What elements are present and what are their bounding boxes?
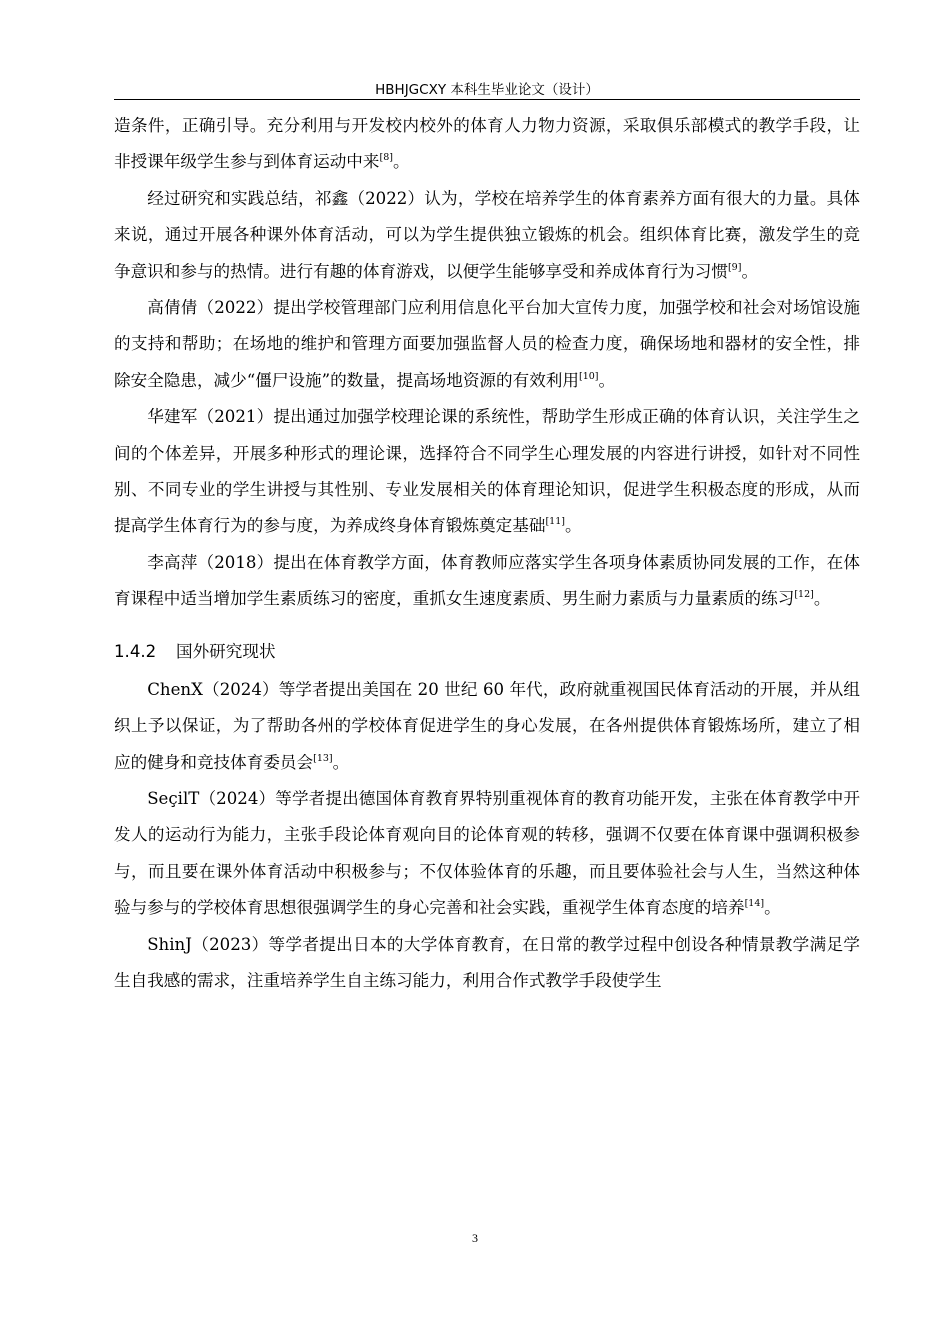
citation-ref: [13] [313,752,333,764]
page-header: HBHJGCXY 本科生毕业论文（设计） [375,82,599,98]
citation-ref: [8] [379,152,393,164]
citation-ref: [12] [794,589,814,601]
paragraph-end: 。 [741,261,759,281]
paragraph-group-domestic [114,108,860,618]
citation-ref: [14] [744,898,765,910]
paragraph-end: 。 [392,152,410,172]
paragraph-text: ChenX（2024）等学者提出美国在 20 世纪 60 年代，政府就重视国民体育活动的开展，并从组织上予以保证，为了帮助各州的学校体育促进学生的身心发展，在各州提供体育锻炼场所，建立了相应的健身和竞技体育委员会 [114,679,860,772]
paragraph [114,672,860,781]
paragraph-text: 经过研究和实践总结，祁鑫（2022）认为，学校在培养学生的体育素养方面有很大的力量。具体来说，通过开展各种课外体育活动，可以为学生提供独立锻炼的机会。组织体育比赛，激发学生的竞争意识和参与的热情。进行有趣的体育游戏，以便学生能够享受和养成体育行为习惯 [114,188,860,281]
paragraph [114,545,860,618]
paragraph-text: SeçilT（2024）等学者提出德国体育教育界特别重视体育的教育功能开发，主张在体育教学中开发人的运动行为能力，主张手段论体育观向目的论体育观的转移，强调不仅要在体育课中强调积极参与，而且要在课外体育活动中积极参与；不仅体验体育的乐趣，而且要体验社会与人生，当然这种体验与参与的学校体育思想很强调学生的身心完善和社会实践，重视学生体育态度的培养 [114,788,860,918]
paragraph-end: 。 [813,589,831,609]
paragraph-end: 。 [764,898,781,918]
paragraph [114,781,860,927]
section-heading [114,634,860,670]
header-divider [114,99,860,100]
paragraph-end: 。 [598,370,616,390]
paragraph-text: 造条件，正确引导。充分利用与开发校内校外的体育人力物力资源，采取俱乐部模式的教学手段，让非授课年级学生参与到体育运动中来 [114,116,860,172]
section-title: 国外研究现状 [176,641,276,661]
paragraph-text: 华建军（2021）提出通过加强学校理论课的系统性，帮助学生形成正确的体育认识，关注学生之间的个体差异，开展多种形式的理论课，选择符合不同学生心理发展的内容进行讲授，如针对不同性别、不同专业的学生讲授与其性别、专业发展相关的体育理论知识，促进学生积极态度的形成，从而提高学生体育行为的参与度，为养成终身体育锻炼奠定基础 [114,407,860,536]
paragraph-end: 。 [564,516,582,536]
citation-ref: [10] [579,370,599,382]
paragraph [114,399,860,545]
paragraph [114,927,860,1000]
paragraph [114,290,860,399]
paragraph [114,108,860,181]
paragraph-group-foreign [114,672,860,1000]
section-number: 1.4.2 [114,641,157,661]
citation-ref: [11] [545,516,565,528]
citation-ref: [9] [727,261,742,273]
paragraph-text: 高倩倩（2022）提出学校管理部门应利用信息化平台加大宣传力度，加强学校和社会对场馆设施的支持和帮助；在场地的维护和管理方面要加强监督人员的检查力度，确保场地和器材的安全性，排除安全隐患，减少“僵尸设施”的数量，提高场地资源的有效利用 [114,298,860,390]
page-number: 3 [472,1231,478,1245]
paragraph-text: ShinJ（2023）等学者提出日本的大学体育教育，在日常的教学过程中创设各种情景教学满足学生自我感的需求，注重培养学生自主练习能力，利用合作式教学手段使学生 [114,934,860,990]
paragraph-text: 李高萍（2018）提出在体育教学方面，体育教师应落实学生各项身体素质协同发展的工作，在体育课程中适当增加学生素质练习的密度，重抓女生速度素质、男生耐力素质与力量素质的练习 [114,552,860,609]
document-body [114,108,860,999]
paragraph [114,181,860,290]
paragraph-end: 。 [332,752,350,772]
